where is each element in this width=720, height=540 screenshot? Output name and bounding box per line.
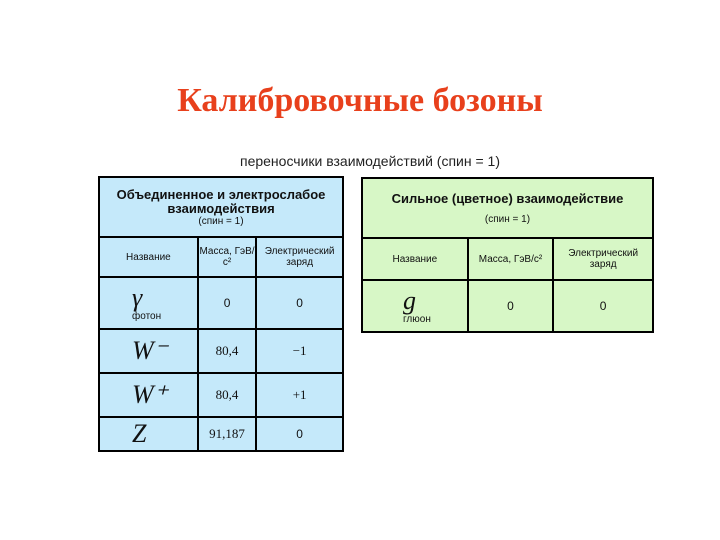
particle-cell — [99, 373, 198, 417]
page-subtitle: переносчики взаимодействий (спин = 1) — [239, 153, 500, 169]
table-row — [99, 373, 343, 417]
mass-value: 80,4 — [198, 329, 256, 373]
table-row — [99, 277, 343, 329]
table-row — [99, 329, 343, 373]
particle-symbol: Z — [132, 419, 147, 448]
charge-value: +1 — [256, 373, 343, 417]
strong-header-spin: (спин = 1) — [484, 213, 531, 225]
col-header-name: Название — [99, 237, 198, 277]
charge-value: 0 — [553, 280, 653, 332]
strong-interaction-table — [361, 177, 654, 333]
charge-value: 0 — [256, 277, 343, 329]
particle-name: фотон — [132, 310, 162, 322]
particle-symbol: γ — [132, 282, 143, 312]
col-header-charge: Электрический заряд — [553, 238, 653, 280]
particle-symbol: W⁻ — [132, 336, 168, 365]
particle-cell — [99, 417, 198, 451]
electroweak-header-spin: (спин = 1) — [198, 215, 244, 227]
particle-name: глюон — [403, 313, 431, 325]
page-title: Калибровочные бозоны — [177, 82, 543, 119]
particle-cell — [99, 329, 198, 373]
mass-value: 0 — [468, 280, 554, 332]
col-header-name: Название — [362, 238, 468, 280]
mass-value: 80,4 — [198, 373, 256, 417]
charge-value: −1 — [256, 329, 343, 373]
particle-cell — [362, 280, 468, 332]
mass-value: 0 — [198, 277, 256, 329]
col-header-charge: Электрический заряд — [256, 237, 343, 277]
table-row — [362, 280, 653, 332]
particle-cell — [99, 277, 198, 329]
charge-value: 0 — [256, 417, 343, 451]
particle-symbol: g — [403, 285, 416, 315]
col-header-mass: Масса, ГэВ/с² — [468, 238, 554, 280]
strong-header-title: Сильное (цветное) взаимодействие — [391, 190, 624, 206]
col-header-mass: Масса, ГэВ/с² — [198, 237, 256, 277]
particle-symbol: W⁺ — [132, 380, 168, 409]
electroweak-header — [99, 177, 343, 237]
strong-header — [362, 178, 653, 238]
electroweak-bosons-table — [98, 176, 344, 452]
table-row — [99, 417, 343, 451]
electroweak-header-title: Объединенное и электрослабое взаимодействия — [116, 186, 326, 216]
mass-value: 91,187 — [198, 417, 256, 451]
